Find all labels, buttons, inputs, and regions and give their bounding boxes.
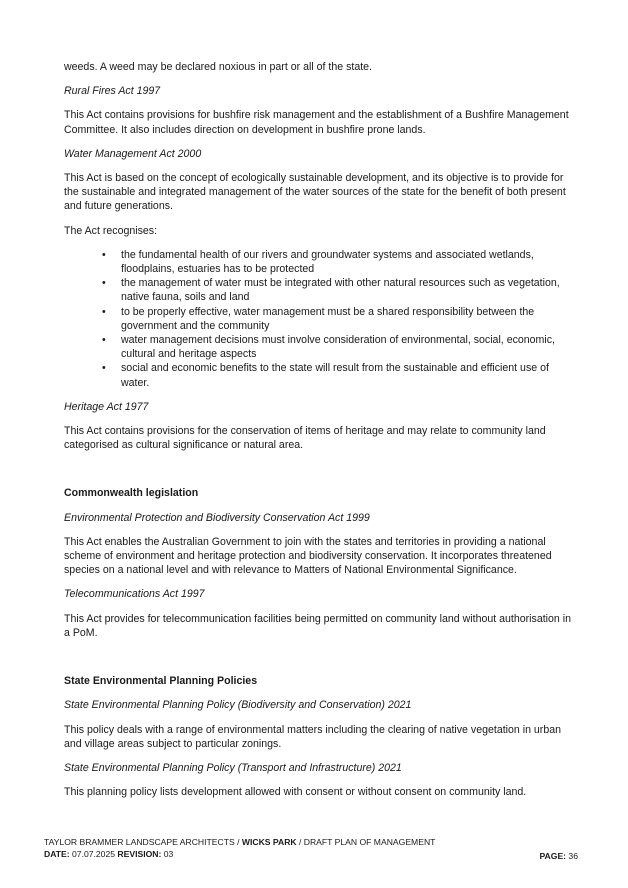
epbc-act-text: This Act enables the Australian Government to join with the states and territories in providing a national scheme of environment and heritage protection and biodiversity conservation. It incorporates threatened species on a national level and with relevance to Matters of National Environmental Significance. xyxy=(64,535,552,577)
sepp-transport-title: State Environmental Planning Policy (Transport and Infrastructure) 2021 xyxy=(64,761,402,774)
sepp-biodiversity-text: This policy deals with a range of environmental matters including the clearing of native vegetation in urban and village areas subject to particular zonings. xyxy=(64,723,562,750)
section-spacer xyxy=(64,462,574,486)
recognises-list xyxy=(64,248,574,390)
page-footer xyxy=(44,836,578,860)
list-item: • the fundamental health of our rivers and groundwater systems and associated wetlands, floodplains, estuaries has to be protected xyxy=(102,248,534,276)
list-item: • to be properly effective, water management must be a shared responsibility between the government and the community xyxy=(102,305,535,332)
telecom-act-title: Telecommunications Act 1997 xyxy=(64,588,205,601)
document-body xyxy=(64,60,574,809)
bullet-icon: • xyxy=(102,334,106,347)
list-item: • the management of water must be integrated with other natural resources such as vegetation, native fauna, soils and land xyxy=(102,277,560,304)
act-recognises-intro: The Act recognises: xyxy=(64,224,158,237)
bullet-icon: • xyxy=(102,305,106,318)
heritage-act-text: This Act contains provisions for the conservation of items of heritage and may relate to community land categorised as cultural significance or natural area. xyxy=(64,425,546,452)
page-number: PAGE: 36 xyxy=(539,851,578,861)
rural-fires-act-text: This Act contains provisions for bushfire risk management and the establishment of a Bushfire Management Committee. It also includes direction on development in bushfire prone lands. xyxy=(64,109,569,136)
heritage-act-title: Heritage Act 1977 xyxy=(64,400,149,413)
list-item: • social and economic benefits to the state will result from the sustainable and efficient use of water. xyxy=(102,362,549,389)
footer-date-line: DATE: 07.07.2025 REVISION: 03 xyxy=(44,849,174,859)
water-management-act-title: Water Management Act 2000 xyxy=(64,147,202,160)
commonwealth-heading: Commonwealth legislation xyxy=(64,487,199,500)
list-item: • water management decisions must involve consideration of environmental, social, economic, cultural and heritage aspects xyxy=(102,334,555,361)
footer-title-line: TAYLOR BRAMMER LANDSCAPE ARCHITECTS / WICKS PARK / DRAFT PLAN OF MANAGEMENT xyxy=(44,837,436,847)
epbc-act-title: Environmental Protection and Biodiversity Conservation Act 1999 xyxy=(64,511,370,524)
water-management-act-text: This Act is based on the concept of ecologically sustainable development, and its objective is to provide for the sustainable and integrated management of the water sources of the state for the benefit of both present and future generations. xyxy=(64,172,566,213)
sepp-transport-text: This planning policy lists development allowed with consent or without consent on community land. xyxy=(64,786,527,799)
sepp-heading: State Environmental Planning Policies xyxy=(64,675,258,688)
section-spacer xyxy=(64,650,574,674)
sepp-biodiversity-title: State Environmental Planning Policy (Biodiversity and Conservation) 2021 xyxy=(64,699,412,712)
bullet-icon: • xyxy=(102,277,106,290)
paragraph-weeds: weeds. A weed may be declared noxious in part or all of the state. xyxy=(64,61,372,73)
footer-project-name: WICKS PARK xyxy=(241,837,297,847)
telecom-act-text: This Act provides for telecommunication facilities being permitted on community land without authorisation in a PoM. xyxy=(64,612,571,639)
bullet-icon: • xyxy=(102,248,106,261)
bullet-icon: • xyxy=(102,362,106,375)
rural-fires-act-title: Rural Fires Act 1997 xyxy=(64,85,161,98)
